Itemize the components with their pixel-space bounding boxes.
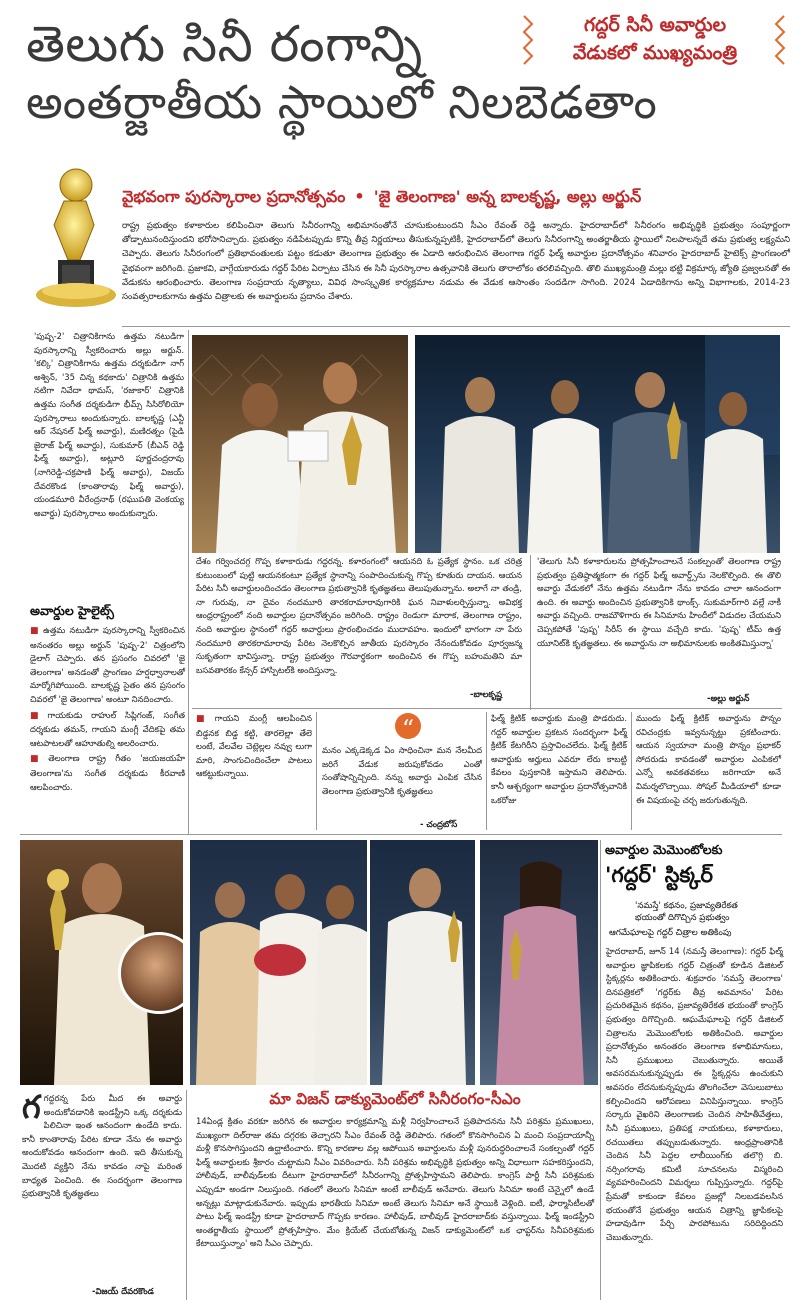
drop-cap: గ (22, 1088, 41, 1126)
column-divider (600, 840, 601, 1300)
photo-chandrabose (190, 840, 367, 1085)
highlight-item: ■ ఉత్తమ నటుడిగా పురస్కారాన్ని స్వీకరించిన అనంతరం అల్లు అర్జున్ 'పుష్ప-2' చిత్రంలోని డైలాగ్ చెప్పారు. తన ప్రసంగం చివరలో 'జై తెలంగాణ' అనడంతో ప్రాంగణం హర్షధ్వానాలతో మార్మోగిపోయింది. బాలకృష్ణ సైతం తన ప్రసంగం చివరలో 'జై తెలంగాణ' అంటూ నినదించారు. (30, 625, 185, 705)
critics-column-2: ముందు ఫిల్మ్ క్రిటిక్ అవార్డును పొన్నం రవిచంద్రకు ఇవ్వనున్నట్టు ప్రకటించారు. ఆయన స్వయానా మంత్రి పొన్నం ప్రభాకర్ సోదరుడు కావడంతో అవార్డుల ఎంపికలో ఎన్నో అవకతవకలు జరిగాయా అనే విమర్శలొచ్చాయి. సోషల్ మీడియాలో కూడా ఈ విషయంపై చర్చ జరుగుతున్నది. (636, 713, 781, 805)
photo-maniratnam (370, 840, 475, 1085)
subhead-part1: వైభవంగా పురస్కారాల ప్రదానోత్సవం (122, 187, 346, 206)
photo-cm-balakrishna (192, 335, 408, 553)
bullet-icon: ■ (30, 626, 41, 636)
vijay-signature: -విజయ్ దేవరకొండ (92, 1286, 154, 1296)
moments-headline-box (605, 842, 785, 940)
bullet-icon: ■ (196, 714, 212, 724)
vision-body: 14ఏండ్ల క్రితం వరకూ జరిగిన ఈ అవార్డుల కార్యక్రమాన్ని మళ్లీ నిర్వహించాలనే ప్రతిపాదనను సినీ పరిశ్రమ ప్రముఖులు, ముఖ్యంగా దిల్‌రాజు తమ దగ్గరకు తెచ్చారని సీఎం రేవంత్ రెడ్డి తెలిపారు. గతంలో కొనసాగించిన ఏ మంచి సంప్రదాయాన్నీ మళ్లీ కొనసాగిస్తుందని ఉద్ఘాటించారు. కొన్ని కారణాల వల్ల ఆపోయిన అవార్డులను మళ్లీ పునరుద్ధరించాలనే సంకల్పంతో గద్దర్ ఫిల్మ్ అవార్డులకు శ్రీకారం చుట్టామని సీఎం వివరించారు. సినీ పరిశ్రమ అభివృద్ధికి ప్రభుత్వం అన్ని విధాలుగా సహకరిస్తుందని, హాలీవుడ్, బాలీవుడ్‌లకు దీటుగా హైదరాబాద్‌లో సినీరంగాన్ని ప్రోత్సహిస్తామని తెలిపారు. కాంగ్రెస్ పార్టీ సినీ పరిశ్రమకు ఎప్పుడూ అండగా నిలుస్తుంది. గతంలో తెలుగు సినిమా అంటే బాలీవుడ్ అనేవారు. తెలుగు సినిమా అంటే చెన్నైలో ఉండే అన్నట్లు మాట్లాడుకునేవారు. ఇప్పుడు భారతీయ సినిమా అంటే తెలుగు సినిమా అనే స్థాయికి వెళ్లింది. ఐటీ, ఫార్మాసిటీలతో పాటు ఫిల్మ్ ఇండస్ట్రీ కూడా హైదరాబాద్ గొప్పకు కారణం. హాలీవుడ్, బాలీవుడ్ హైదరాబాద్‌కు వస్తున్నాయి. ఫిల్మ్ ఇండస్ట్రీని అంతర్జాతీయ స్థాయిలో ప్రోత్సహిస్తాం. మేం క్రియేట్ చేయబోతున్న విజన్ డాక్యుమెంట్‌లో ఒక ఛాప్టర్‌ను సినీపరిశ్రమకు కేటాయిస్తున్నాం' అని సీఎం చెప్పారు. (196, 1116, 594, 1249)
headline-line1: తెలుగు సినీ రంగాన్ని (26, 15, 423, 73)
trophy-icon (28, 165, 118, 320)
photo-allu-arjun-group (415, 335, 780, 553)
bullet-icon: ■ (30, 710, 45, 721)
moments-sub2: భయంతో దిగొచ్చిన ప్రభుత్వం (635, 913, 730, 923)
allu-arjun-quote: 'తెలుగు సినీ కళాకారులను ప్రోత్సహించాలనే సంకల్పంతో తెలంగాణ రాష్ట్ర ప్రభుత్వం ప్రతిష్ఠాత్మకంగా ఈ గద్దర్ ఫిల్మ్ అవార్డ్స్‌ను నెలకొల్పింది. ఈ తొలి అవార్డు వేడుకలో నేను ఉత్తమ నటుడిగా నేను కావడం చాలా ఆనందంగా ఉంది. ఈ అవార్డు అందించిన ప్రభుత్వానికి థాంక్స్. సుకుమార్‌గారి వల్లే నాకీ అవార్డు వచ్చింది. రాజమౌళిగారు ఈ సినిమాను హిందీలో విడుదల చేయమని చెప్పకపోతే 'పుష్ప' సిరీస్ ఈ స్థాయి వచ్చేది కాదు. 'పుష్ప' టీమ్ ఉత్త యూనిట్‌కి కృతజ్ఞతలు. ఈ అవార్డును నా అభిమానులకు అంకితమిస్తున్నా' (537, 556, 781, 648)
subhead-bullet: • (354, 187, 365, 206)
chandrabose-signature: - చంద్రబోస్ (420, 819, 458, 829)
vision-title: మా విజన్ డాక్యుమెంట్‌లో సినీరంగం-సీఎం (269, 1090, 521, 1108)
photo-vijay-devarakonda (20, 840, 183, 1085)
column-divider (631, 712, 632, 830)
highlight-item: ■ గాయని మంగ్లీ ఆలపించిన బిడ్డనక బిడ్డ కట్టి, తారలెల్లా తేలె లంటే, వేలవేల చెట్లెల్లల నవ్వు లుగా మారి, సాంగుచిందించేలా పాటలు ఆకట్టుకున్నాయి. (196, 713, 312, 779)
vijay-quote: గగద్దరన్న పేరు మీద ఈ అవార్డు అందుకోవడానికి ఇండస్ట్రీని ఒక్క దర్శకుడు పిలిచినా ఇంత ఆనందంగా ఉండేది కాదు. కానీ కాంతారావు పేరిట కూడా నేను ఈ అవార్డు అందుకోవడం ఆనందంగా ఉంది. ఇది తీసుకున్న మొదటి వ్యక్తిని నేను కావడం నాపై మరింత బాధ్యత పెంచింది. ఈ సందర్భంగా తెలంగాణ ప్రభుత్వానికి కృతజ్ఞతలు (22, 1088, 182, 1199)
side-head-box (520, 10, 788, 70)
column-divider (188, 330, 189, 835)
highlights-list (30, 624, 185, 796)
headline-line2: అంతర్జాతీయ స్థాయిలో నిలబెడతాం (26, 75, 658, 129)
column-divider (486, 712, 487, 830)
highlight-item: ■ గాయకుడు రాహుల్ సిప్లిగంజ్, సంగీత దర్శకుడు తమన్, గాయని మంగ్లీ వేదికపై తమ ఆటపాటలతో ఆహూతుల్ని అలరించారు. (30, 709, 185, 748)
side-head-line1: గద్దర్ సినీ అవార్డుల (583, 14, 727, 36)
photo-nivetha-thomas (480, 840, 598, 1085)
left-column-text: 'పుష్ప-2' చిత్రానికిగాను ఉత్తమ నటుడిగా పురస్కారాన్ని స్వీకరించారు అల్లు అర్జున్. 'కల్కి' చిత్రానికిగాను ఉత్తమ దర్శకుడిగా నాగ్ అశ్విన్, '35 చిన్న కథకాదు' చిత్రానికి ఉత్తమ నటిగా నివేదా థామస్, 'రజాకార్' చిత్రానికి ఉత్తమ సంగీత దర్శకుడిగా భీమ్స్ సిసిరోలియో పురస్కారాలు అందుకున్నారు. బాలకృష్ణ (ఎన్టీ ఆర్ నేషనల్ ఫిల్మ్ అవార్డు), మణిరత్నం (పైడి జైరాజ్ ఫిల్మ్ అవార్డు), సుకుమార్ (బీఎన్ రెడ్డి ఫిల్మ్ అవార్డు), అట్లూరి పూర్ణచంద్రరావు (నాగిరెడ్డి-చక్రపాణి ఫిల్మ్ అవార్డు), విజయ్ దేవరకొండ (కాంతారావు ఫిల్మ్ అవార్డు), యండమూరి వీరేంద్రనాథ్ (రఘుపతి వెంకయ్య అవార్డు) పురస్కారాలు అందుకున్నారు. (34, 331, 184, 518)
critics-column-1: ఫిల్మ్ క్రిటిక్ అవార్డుకు మంత్రి పొడరుదు. గద్దర్ అవార్డుల ప్రకటన సందర్భంగా ఫిల్మ్ క్రిటిక్ కేటగిరీని ప్రస్తావించలేదు. ఫిల్మ్ క్రిటిక్ అవార్డుకు అర్హులు ఎవరూ లేరు కాబట్టి కేవలం పుస్తకానికి ఇస్తామని తెలిపారు. కానీ ఆశ్చర్యంగా అవార్డుల ప్రదానోత్సవానికి ఒకరోజు (491, 713, 627, 805)
divider (192, 708, 782, 709)
quote-icon: “ (395, 713, 421, 739)
bullet-icon: ■ (30, 754, 46, 765)
column-divider (316, 712, 317, 830)
chandrabose-quote: మనం ఎక్కడెక్కడ ఏం సాధించినా మన నేలమీద జరిగే వేడుక జరుపుకోవడం ఎంతో సంతోషాన్నిచ్చింది. నన్ను అవార్డు ఎంపిక చేసిన తెలంగాణ ప్రభుత్వానికి కృతజ్ఞతలు (322, 745, 482, 796)
intro-paragraph: రాష్ట్ర ప్రభుత్వం కళాకారుల కలిపించినా తెలుగు సినీరంగాన్ని అభిమానంతోనే చూసుకుంటుందని సీఎం రేవంత్ రెడ్డి అన్నారు. హైదరాబాద్‌లో సినీరంగం అభివృద్ధికి ప్రభుత్వం సంపూర్ణంగా తోడ్పాటునందిస్తుందని భరోసానిచ్చారు. ప్రభుత్వం నడిపేటప్పుడు కొన్ని తీవ్ర నిర్ణయాలు తీసుకున్నప్పటికీ, హైదరాబాద్‌లో తెలుగు సినీరంగాన్ని అంతర్జాతీయ స్థాయిలో నిలపాలన్నదే తమ ప్రభుత్వ లక్ష్యమని చెప్పారు. తెలుగు సినీరంగంలో ప్రతిభావంతులకు పట్టం కడుతూ తెలంగాణ ప్రభుత్వం ఈ ఏడాది ఆరంభించిన తెలంగాణ గద్దర్ ఫిల్మ్ అవార్డుల ప్రదానోత్సవం శనివారం హైదరాబాద్ హైటెక్స్ ప్రాంగణంలో వైభవంగా జరిగింది. ప్రజాకవి, వాగ్గేయకారుడు గద్దర్ పేరిట ఏర్పాటు చేసిన ఈ సినీ పురస్కారాల ఉత్సవానికి తెలుగు తారాలోకం తరలివచ్చింది. తొలి ముఖ్యమంత్రి మల్లు భట్టి విక్రమార్క జ్యోతి ప్రజ్వలనతో ఈ వేడుకను ఆరంభించారు. తెలంగాణ సంప్రదాయ నృత్యాలు, వివిధ సాంస్కృతిక కార్యక్రమాల నడుమ ఈ వేడుక ఆసాంతం సందడిగా సాగింది. 2024 ఏడాదికిగాను అన్ని విభాగాలకు, 2014-23 సంవత్సరాలకుగాను ఉత్తమ చిత్రాలకు ఈ అవార్డులను ప్రదానం చేశారు. (122, 221, 790, 302)
highlights-continued (196, 712, 312, 783)
balakrishna-quote: దేశం గర్వించదగ్గ గొప్ప కళాకారుడు గద్దరన్న. కళారంగంలో ఆయనది ఓ ప్రత్యేక స్థానం. ఒక చరిత్ర కుటుంబంలో పుట్టి ఆయనకంటూ ప్రత్యేక స్థానాన్ని సంపాదించుకున్న గొప్ప కూతురు దాయన. ఆయన పేరిట సినీ అవార్డులందించడం తెలంగాణ ప్రభుత్వానికి కృతజ్ఞతలు తెలుపుతున్నాను. అలాగే నా తండ్రి, నా గురువు, నా దైవం నందమూరి తారకరామారావుగారికి ఘన నివాళులర్పిస్తున్నా. అవిభక్త ఆంధ్రరాష్ట్రంలో నంది అవార్డుల ప్రదానోత్సవం జరిగింది. రాష్ట్రం రెండుగా మారాక, తెలంగాణ రాష్ట్రం, నంది అవార్డుల స్థానంలో గద్దర్ అవార్డులు ప్రారంభించడం ముదావహం. ఇందులో భాగంగా నా పేరు నందమూరి తారకరామారావు పేరిట నెలకొల్పిన జాతీయ పురస్కారం నేనందుకోవడం పూర్వజన్మ సుకృతంగా భావిస్తున్నా. రాష్ట్ర ప్రభుత్వం గౌరవార్థకంగా అందించిన ఈ గొప్ప బహుమతిని మా బసవతారకం కేన్సర్ హాస్పిటల్‌కి అందిస్తున్నా. (196, 556, 522, 675)
highlights-title: అవార్డుల హైలైట్స్ (30, 603, 115, 618)
highlight-item: ■ తెలంగాణ రాష్ట్ర గీతం 'జయజయహే తెలంగాణ'ను సంగీత దర్శకుడు కీరవాణి ఆలపించారు. (30, 753, 185, 792)
moments-sub1: 'నమస్తే' కథనం, ప్రజావ్యతిరేకత (635, 901, 738, 911)
moments-line1: అవార్డుల మెమొంటోలకు (605, 842, 723, 857)
side-head-line2: వేడుకలో ముఖ్యమంత్రి (572, 42, 738, 64)
moments-sub3: ఆగమేఘాలపై గద్దర్ చిత్రాల అతికింపు (609, 928, 732, 938)
divider (122, 326, 790, 327)
moments-body: హైదరాబాద్, జూన్ 14 (నమస్తే తెలంగాణ): గద్దర్ ఫిల్మ్ అవార్డుల జ్ఞాపికలకు గద్దర్ చిత్రంతో కూడిన డిజిటల్ స్టిక్కర్లను అతికించారు. శుక్రవారం 'నమస్తే తెలంగాణ' దినపత్రికలో 'గద్దర్‌కు తీవ్ర అవమానం' పేరిట ప్రచురితమైన కథనం, ప్రజావ్యతిరేకత భయంతో కాంగ్రెస్ ప్రభుత్వం దిగొచ్చింది. ఆఘమేఘాలపై గద్దర్ డిజిటల్ చిత్రాలను మెమొంటోలకు అతికించింది. అవార్డుల ప్రదానోత్సవం అనంతరం తెలంగాణ కళాభిమానులు, సినీ ప్రముఖులు చెబుతున్నారు. అయితే అవసరమనుకున్నప్పుడు ఈ స్టిక్కర్లను ఉంచుకుని అవసరం లేదనుకున్నప్పుడు తొలగించేలా వెసులుబాటు కల్పించిందని ఆరోపణలు వినిపిస్తున్నాయి. కాంగ్రెస్ సర్కారు వైఖరిని తెలంగాణకు చెందిన సాహితీవేత్తలు, సినీ ప్రముఖులు, ప్రతిపక్ష నాయకులు, కళాకారులు, రచయితలు తప్పుబడుతున్నారు. ఆంధ్రప్రాంతానికి చెందిన సినీ పెద్దల లాబీయింగ్‌కు తలొగ్గి బి. నర్సింగరావు కమిటీ సూచనలను విస్మరించి వ్యవహరించిందని విమర్శలు గుప్పిస్తున్నారు. గద్దర్‌పై ప్రేమతో కాకుండా కేవలం ప్రజల్లో నిలబడవలసిన భయంతోనే ప్రభుత్వం ఆయన చిత్రాన్ని జ్ఞాపికలపై హడావుడిగా పేర్చి పారపోటును సరిదిద్దిందని చెబుతున్నారు. (606, 946, 783, 1242)
column-divider (186, 1090, 187, 1300)
divider (20, 834, 782, 835)
column-divider (530, 555, 531, 710)
subhead (122, 187, 792, 210)
allu-arjun-signature: -అల్లు అర్జున్ (707, 693, 750, 703)
subhead-part2: 'జై తెలంగాణ' అన్న బాలకృష్ణ, అల్లు అర్జున్ (373, 187, 642, 206)
moments-line2: 'గద్దర్' స్టిక్కర్ (605, 863, 713, 887)
balakrishna-signature: -బాలకృష్ణ (470, 689, 503, 699)
